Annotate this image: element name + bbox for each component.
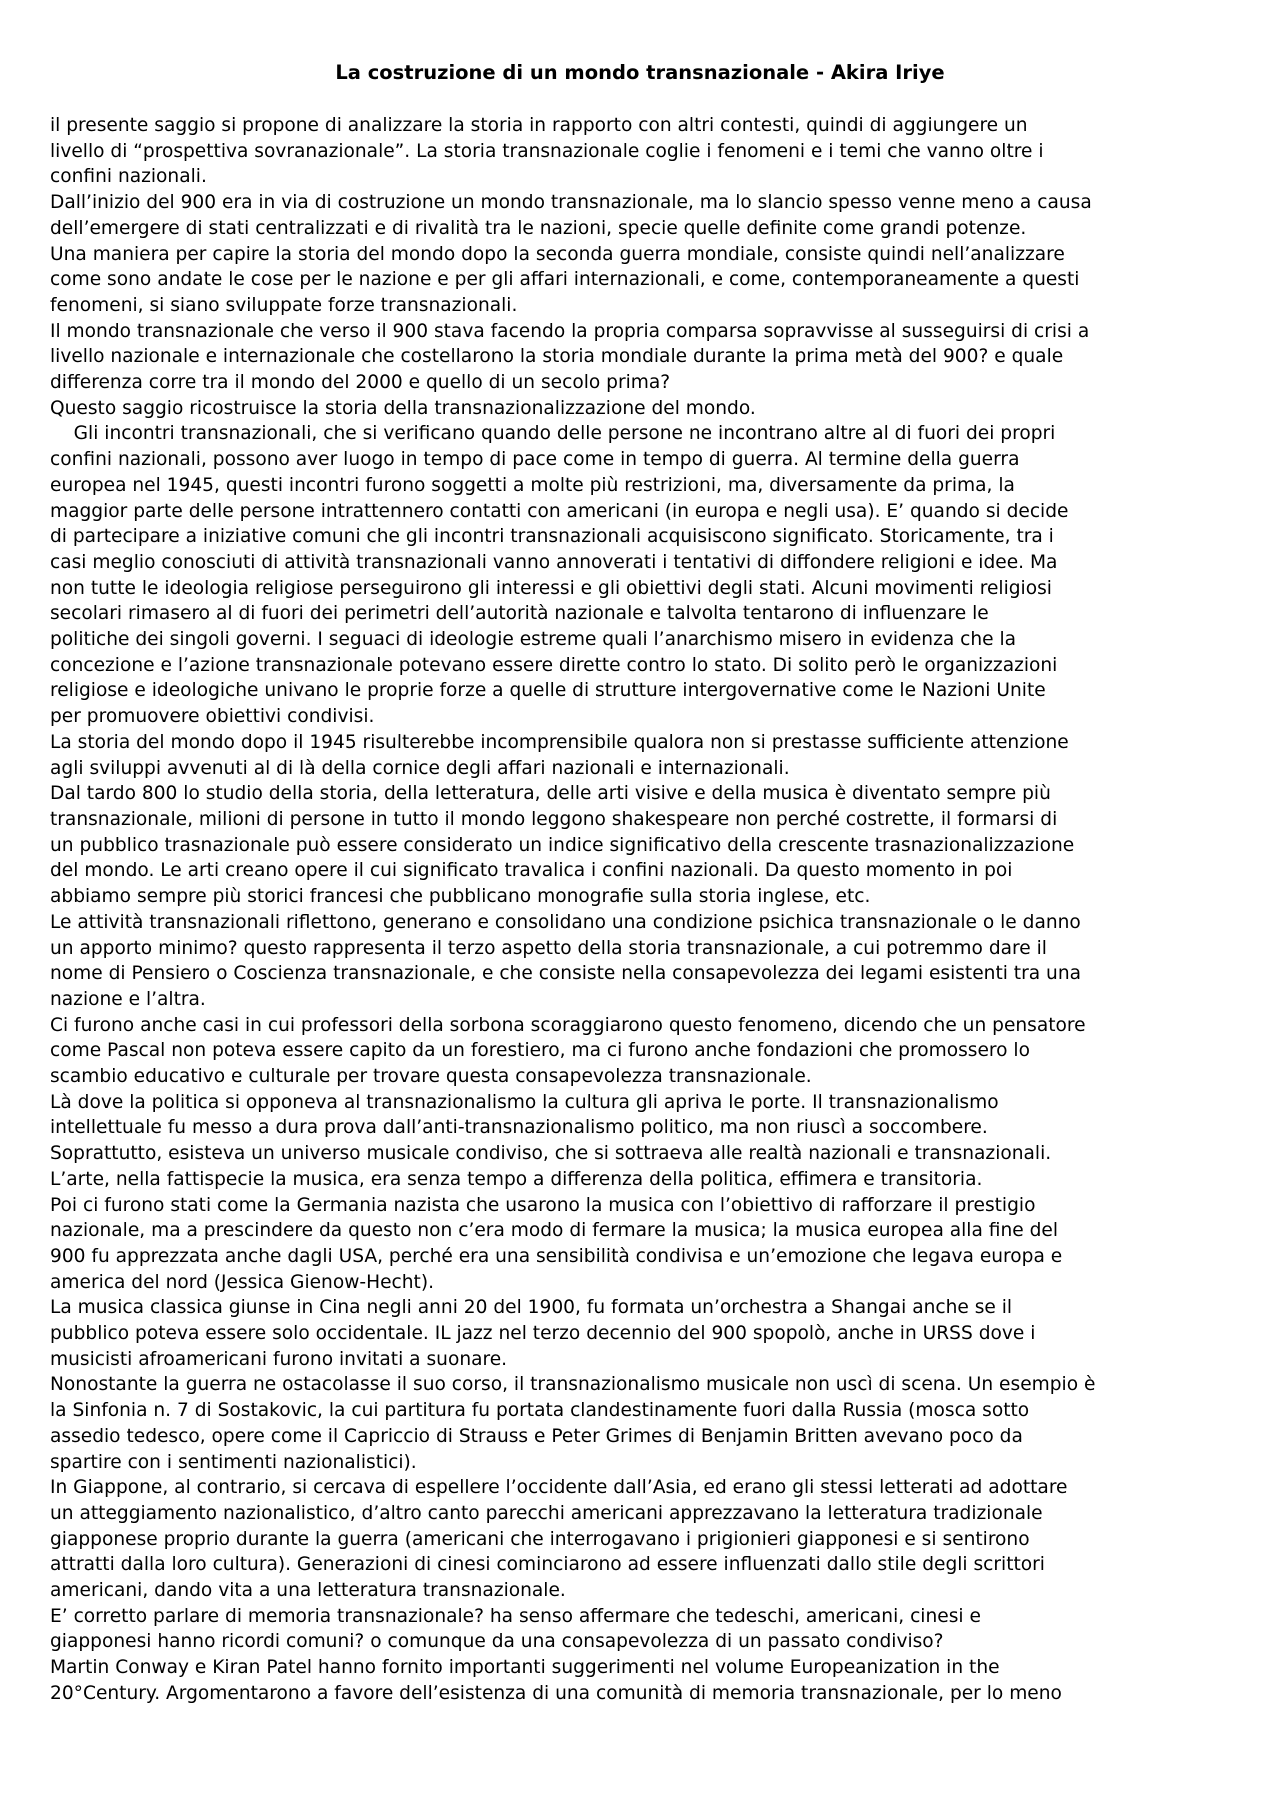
- text-line: nazione e l’altra.: [50, 988, 206, 1010]
- text-line: intellettuale fu messo a dura prova dall’anti-transnazionalismo politico, ma non riuscì a soccombere.: [50, 1117, 988, 1139]
- text-line: transnazionale, milioni di persone in tutto il mondo leggono shakespeare non perché costrette, il formarsi di: [50, 808, 1058, 830]
- text-line: agli sviluppi avvenuti al di là della cornice degli affari nazionali e internazionali.: [50, 757, 790, 779]
- text-line: un atteggiamento nazionalistico, d’altro canto parecchi americani apprezzavano la letteratura tradizionale: [50, 1502, 1043, 1524]
- text-line: 900 fu apprezzata anche dagli USA, perché era una sensibilità condivisa e un’emozione che legava europa e: [50, 1245, 1063, 1267]
- text-line: Nonostante la guerra ne ostacolasse il suo corso, il transnazionalismo musicale non uscì di scena. Un esempio è: [50, 1374, 1096, 1396]
- text-line: americani, dando vita a una letteratura transnazionale.: [50, 1580, 566, 1602]
- text-line: In Giappone, al contrario, si cercava di espellere l’occidente dall’Asia, ed erano gli stessi letterati ad adottare: [50, 1477, 1068, 1499]
- text-line: Là dove la politica si opponeva al transnazionalismo la cultura gli apriva le porte. Il transnazionalismo: [50, 1091, 999, 1113]
- text-line: la Sinfonia n. 7 di Sostakovic, la cui partitura fu portata clandestinamente fuori dalla Russia (mosca sotto: [50, 1400, 1030, 1422]
- text-line: La musica classica giunse in Cina negli anni 20 del 1900, fu formata un’orchestra a Shangai anche se il: [50, 1297, 1013, 1319]
- text-line: Dal tardo 800 lo studio della storia, della letteratura, delle arti visive e della musica è diventato sempre più: [50, 783, 1051, 805]
- text-line: non tutte le ideologia religiose perseguirono gli interessi e gli obiettivi degli stati. Alcuni movimenti religiosi: [50, 577, 1052, 599]
- text-line: per promuovere obiettivi condivisi.: [50, 706, 375, 728]
- text-line: giapponese proprio durante la guerra (americani che interrogavano i prigionieri giapponesi e si sentirono: [50, 1528, 1030, 1550]
- text-line: Poi ci furono stati come la Germania nazista che usarono la musica con l’obiettivo di rafforzare il prestigio: [50, 1194, 1036, 1216]
- text-line: L’arte, nella fattispecie la musica, era senza tempo a differenza della politica, effimera e transitoria.: [50, 1168, 983, 1190]
- text-line: Gli incontri transnazionali, che si verificano quando delle persone ne incontrano altre al di fuori dei propri: [50, 423, 1056, 445]
- text-line: attratti dalla loro cultura). Generazioni di cinesi cominciarono ad essere influenzati dallo stile degli scrittori: [50, 1554, 1045, 1576]
- text-line: musicisti afroamericani furono invitati a suonare.: [50, 1348, 508, 1370]
- text-line: un apporto minimo? questo rappresenta il terzo aspetto della storia transnazionale, a cui potremmo dare il: [50, 937, 1047, 959]
- text-line: differenza corre tra il mondo del 2000 e quello di un secolo prima?: [50, 372, 671, 394]
- text-line: un pubblico trasnazionale può essere considerato un indice significativo della crescente trasnazionalizzazione: [50, 834, 1075, 856]
- text-line: scambio educativo e culturale per trovare questa consapevolezza transnazionale.: [50, 1066, 812, 1088]
- text-line: Il mondo transnazionale che verso il 900 stava facendo la propria comparsa sopravvisse al susseguirsi di crisi a: [50, 320, 1090, 342]
- text-line: di partecipare a iniziative comuni che gli incontri transnazionali acquisiscono significato. Storicamente, tra i: [50, 526, 1054, 548]
- text-line: il presente saggio si propone di analizzare la storia in rapporto con altri contesti, quindi di aggiungere un: [50, 115, 1028, 136]
- text-line: giapponesi hanno ricordi comuni? o comunque da una consapevolezza di un passato condiviso?: [50, 1631, 944, 1653]
- text-line: europea nel 1945, questi incontri furono soggetti a molte più restrizioni, ma, diversamente da prima, la: [50, 474, 1015, 496]
- text-line: fenomeni, si siano sviluppate forze transnazionali.: [50, 294, 518, 316]
- text-line: concezione e l’azione transnazionale potevano essere dirette contro lo stato. Di solito però le organizzazioni: [50, 654, 1058, 676]
- text-line: 20°Century. Argomentarono a favore dell’esistenza di una comunità di memoria transnazionale, per lo meno: [50, 1682, 1062, 1704]
- text-line: Le attività transnazionali riflettono, generano e consolidano una condizione psichica transnazionale o le danno: [50, 911, 1081, 933]
- text-line: assedio tedesco, opere come il Capriccio di Strauss e Peter Grimes di Benjamin Britten avevano poco da: [50, 1425, 1023, 1447]
- document-title: La costruzione di un mondo transnazionale - Akira Iriye: [335, 61, 945, 84]
- text-line: come Pascal non poteva essere capito da un forestiero, ma ci furono anche fondazioni che promossero lo: [50, 1040, 1030, 1062]
- text-line: america del nord (Jessica Gienow-Hecht).: [50, 1271, 435, 1293]
- text-line: politiche dei singoli governi. I seguaci di ideologie estreme quali l’anarchismo misero in evidenza che la: [50, 629, 1017, 651]
- text-line: maggior parte delle persone intrattennero contatti con americani (in europa e negli usa). E’ quando si decide: [50, 500, 1069, 522]
- text-line: spartire con i sentimenti nazionalistici).: [50, 1451, 417, 1473]
- text-line: confini nazionali, possono aver luogo in tempo di pace come in tempo di guerra. Al termine della guerra: [50, 449, 1020, 471]
- text-line: secolari rimasero al di fuori dei perimetri dell’autorità nazionale e talvolta tentarono di influenzare le: [50, 603, 989, 625]
- text-line: confini nazionali.: [50, 166, 207, 188]
- text-line: Soprattutto, esisteva un universo musicale condiviso, che si sottraeva alle realtà nazionali e transnazionali.: [50, 1143, 1052, 1165]
- text-line: Dall’inizio del 900 era in via di costruzione un mondo transnazionale, ma lo slancio spesso venne meno a causa: [50, 192, 1092, 214]
- text-line: livello nazionale e internazionale che costellarono la storia mondiale durante la prima metà del 900? e quale: [50, 346, 1064, 368]
- text-line: come sono andate le cose per le nazione e per gli affari internazionali, e come, contemporaneamente a questi: [50, 269, 1080, 291]
- text-line: Questo saggio ricostruisce la storia della transnazionalizzazione del mondo.: [50, 397, 756, 419]
- text-line: abbiamo sempre più storici francesi che pubblicano monografie sulla storia inglese, etc.: [50, 886, 871, 908]
- text-line: Ci furono anche casi in cui professori della sorbona scoraggiarono questo fenomeno, dicendo che un pensatore: [50, 1014, 1086, 1036]
- text-line: livello di “prospettiva sovranazionale”. La storia transnazionale coglie i fenomeni e i temi che vanno oltre i: [50, 140, 1044, 162]
- text-line: casi meglio conosciuti di attività transnazionali vanno annoverati i tentativi di diffondere religioni e idee. Ma: [50, 551, 1058, 573]
- document-body: [50, 113, 1240, 1707]
- text-line: del mondo. Le arti creano opere il cui significato travalica i confini nazionali. Da questo momento in poi: [50, 860, 1013, 882]
- text-line: E’ corretto parlare di memoria transnazionale? ha senso affermare che tedeschi, americani, cinesi e: [50, 1605, 981, 1627]
- text-line: Martin Conway e Kiran Patel hanno fornito importanti suggerimenti nel volume Europeanization in the: [50, 1657, 1000, 1679]
- text-line: Una maniera per capire la storia del mondo dopo la seconda guerra mondiale, consiste quindi nell’analizzare: [50, 243, 1065, 265]
- text-line: nome di Pensiero o Coscienza transnazionale, e che consiste nella consapevolezza dei legami esistenti tra una: [50, 963, 1082, 985]
- text-line: nazionale, ma a prescindere da questo non c’era modo di fermare la musica; la musica europea alla fine del: [50, 1220, 1059, 1242]
- text-line: La storia del mondo dopo il 1945 risulterebbe incomprensibile qualora non si prestasse sufficiente attenzione: [50, 731, 1069, 753]
- text-line: religiose e ideologiche univano le proprie forze a quelle di strutture intergovernative come le Nazioni Unite: [50, 680, 1046, 702]
- text-line: dell’emergere di stati centralizzati e di rivalità tra le nazioni, specie quelle definite come grandi potenze.: [50, 217, 1027, 239]
- text-line: pubblico poteva essere solo occidentale. IL jazz nel terzo decennio del 900 spopolò, anche in URSS dove i: [50, 1323, 1036, 1345]
